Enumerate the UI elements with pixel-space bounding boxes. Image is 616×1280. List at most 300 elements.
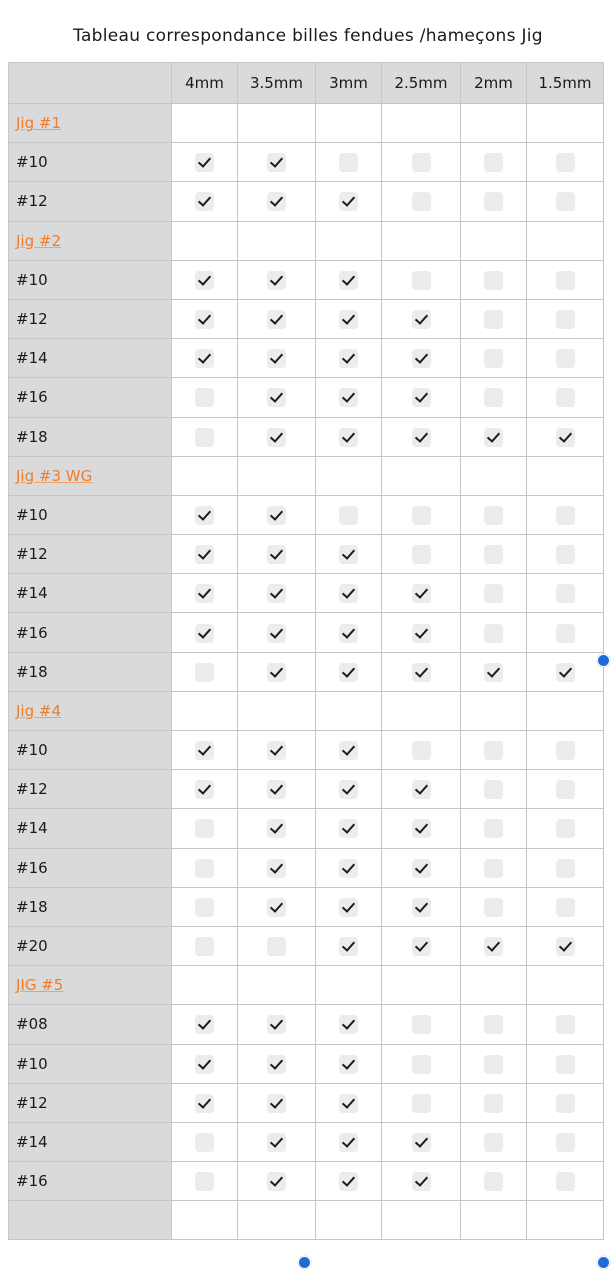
empty-cell [527, 1201, 604, 1240]
hook-size-label: #10 [9, 495, 172, 534]
empty-checkbox-icon[interactable] [556, 1015, 575, 1034]
hook-size-label: #08 [9, 1005, 172, 1044]
checkmark-icon[interactable] [339, 388, 358, 407]
empty-checkbox-icon[interactable] [484, 741, 503, 760]
checkbox-cell [382, 299, 461, 338]
checkmark-icon[interactable] [339, 1094, 358, 1113]
empty-checkbox-icon[interactable] [195, 388, 214, 407]
column-header: 3.5mm [238, 63, 316, 104]
checkmark-icon[interactable] [412, 349, 431, 368]
empty-checkbox-icon[interactable] [339, 506, 358, 525]
checkmark-icon[interactable] [195, 271, 214, 290]
checkbox-cell [527, 339, 604, 378]
checkmark-icon[interactable] [267, 545, 286, 564]
checkbox-cell [238, 1122, 316, 1161]
empty-checkbox-icon[interactable] [412, 1055, 431, 1074]
empty-checkbox-icon[interactable] [556, 1133, 575, 1152]
table-row [9, 848, 604, 887]
empty-checkbox-icon[interactable] [484, 859, 503, 878]
group-row [9, 456, 604, 495]
checkmark-icon[interactable] [339, 1133, 358, 1152]
checkmark-icon[interactable] [339, 937, 358, 956]
checkmark-icon[interactable] [412, 859, 431, 878]
empty-checkbox-icon[interactable] [195, 898, 214, 917]
checkbox-cell [461, 1044, 527, 1083]
empty-cell [461, 691, 527, 730]
checkbox-cell [461, 1083, 527, 1122]
checkmark-icon[interactable] [412, 310, 431, 329]
checkbox-cell [382, 143, 461, 182]
group-label-cell [9, 456, 172, 495]
empty-checkbox-icon[interactable] [484, 153, 503, 172]
empty-checkbox-icon[interactable] [484, 780, 503, 799]
checkmark-icon[interactable] [339, 898, 358, 917]
empty-cell [316, 1201, 382, 1240]
group-label: JIG #5 [16, 976, 64, 995]
checkmark-icon[interactable] [195, 584, 214, 603]
checkmark-icon[interactable] [412, 624, 431, 643]
column-header: 2.5mm [382, 63, 461, 104]
checkmark-icon[interactable] [195, 310, 214, 329]
checkmark-icon[interactable] [339, 624, 358, 643]
table-body [9, 104, 604, 1240]
empty-checkbox-icon[interactable] [556, 624, 575, 643]
empty-checkbox-icon[interactable] [556, 1172, 575, 1191]
hook-size-label: #12 [9, 535, 172, 574]
checkbox-cell [172, 143, 238, 182]
checkbox-cell [316, 1044, 382, 1083]
checkbox-cell [316, 1005, 382, 1044]
checkbox-cell [461, 887, 527, 926]
table-row [9, 731, 604, 770]
empty-checkbox-icon[interactable] [556, 310, 575, 329]
group-label: Jig #2 [16, 231, 61, 250]
table-row [9, 1005, 604, 1044]
checkmark-icon[interactable] [195, 192, 214, 211]
checkbox-cell [382, 770, 461, 809]
empty-checkbox-icon[interactable] [484, 1133, 503, 1152]
empty-checkbox-icon[interactable] [556, 388, 575, 407]
checkmark-icon[interactable] [267, 271, 286, 290]
checkbox-cell [527, 613, 604, 652]
empty-checkbox-icon[interactable] [412, 1094, 431, 1113]
corner-cell [9, 63, 172, 104]
column-header: 3mm [316, 63, 382, 104]
checkbox-cell [527, 926, 604, 965]
empty-checkbox-icon[interactable] [484, 898, 503, 917]
checkbox-cell [316, 143, 382, 182]
checkmark-icon[interactable] [195, 741, 214, 760]
empty-cell [382, 104, 461, 143]
table-row [9, 299, 604, 338]
checkmark-icon[interactable] [267, 1015, 286, 1034]
empty-checkbox-icon[interactable] [556, 1094, 575, 1113]
empty-checkbox-icon[interactable] [484, 271, 503, 290]
checkbox-cell [527, 1044, 604, 1083]
checkbox-cell [382, 848, 461, 887]
checkbox-cell [172, 417, 238, 456]
table-row [9, 143, 604, 182]
hook-size-label: #16 [9, 613, 172, 652]
checkmark-icon[interactable] [267, 153, 286, 172]
checkbox-cell [316, 848, 382, 887]
empty-cell [172, 1201, 238, 1240]
checkmark-icon[interactable] [339, 545, 358, 564]
checkmark-icon[interactable] [556, 937, 575, 956]
empty-checkbox-icon[interactable] [484, 388, 503, 407]
empty-cell [461, 966, 527, 1005]
checkbox-cell [382, 495, 461, 534]
group-label-cell [9, 221, 172, 260]
table-row [9, 1083, 604, 1122]
table-row [9, 378, 604, 417]
empty-checkbox-icon[interactable] [484, 310, 503, 329]
checkmark-icon[interactable] [339, 819, 358, 838]
checkbox-cell [382, 574, 461, 613]
empty-checkbox-icon[interactable] [195, 1172, 214, 1191]
checkmark-icon[interactable] [267, 859, 286, 878]
checkmark-icon[interactable] [412, 663, 431, 682]
checkmark-icon[interactable] [339, 859, 358, 878]
table-row [9, 574, 604, 613]
checkbox-cell [527, 535, 604, 574]
checkmark-icon[interactable] [267, 428, 286, 447]
empty-checkbox-icon[interactable] [484, 819, 503, 838]
checkbox-cell [172, 1005, 238, 1044]
checkmark-icon[interactable] [339, 1172, 358, 1191]
empty-checkbox-icon[interactable] [484, 545, 503, 564]
checkbox-cell [238, 809, 316, 848]
empty-checkbox-icon[interactable] [195, 1133, 214, 1152]
group-label: Jig #4 [16, 701, 61, 720]
checkbox-cell [382, 378, 461, 417]
checkmark-icon[interactable] [195, 153, 214, 172]
checkbox-cell [461, 613, 527, 652]
group-label: Jig #1 [16, 114, 61, 133]
checkbox-cell [238, 887, 316, 926]
checkmark-icon[interactable] [339, 741, 358, 760]
checkmark-icon[interactable] [267, 388, 286, 407]
empty-checkbox-icon[interactable] [484, 349, 503, 368]
checkmark-icon[interactable] [339, 310, 358, 329]
checkbox-cell [238, 260, 316, 299]
checkmark-icon[interactable] [267, 780, 286, 799]
checkbox-cell [461, 260, 527, 299]
checkmark-icon[interactable] [267, 741, 286, 760]
empty-checkbox-icon[interactable] [556, 506, 575, 525]
checkbox-cell [382, 887, 461, 926]
checkmark-icon[interactable] [267, 1055, 286, 1074]
empty-cell [382, 456, 461, 495]
checkmark-icon[interactable] [267, 584, 286, 603]
checkmark-icon[interactable] [339, 428, 358, 447]
empty-cell [527, 104, 604, 143]
empty-cell [316, 966, 382, 1005]
checkbox-cell [527, 1083, 604, 1122]
table-row [9, 260, 604, 299]
checkmark-icon[interactable] [339, 1015, 358, 1034]
empty-checkbox-icon[interactable] [339, 153, 358, 172]
empty-checkbox-icon[interactable] [556, 584, 575, 603]
checkbox-cell [527, 652, 604, 691]
checkmark-icon[interactable] [339, 192, 358, 211]
checkbox-cell [527, 809, 604, 848]
empty-checkbox-icon[interactable] [556, 741, 575, 760]
checkmark-icon[interactable] [195, 1015, 214, 1034]
empty-cell [527, 691, 604, 730]
checkmark-icon[interactable] [195, 349, 214, 368]
empty-cell [382, 691, 461, 730]
hook-size-label: #12 [9, 299, 172, 338]
checkmark-icon[interactable] [484, 937, 503, 956]
empty-checkbox-icon[interactable] [412, 545, 431, 564]
checkmark-icon[interactable] [412, 388, 431, 407]
checkmark-icon[interactable] [195, 624, 214, 643]
checkbox-cell [316, 731, 382, 770]
checkbox-cell [172, 887, 238, 926]
checkbox-cell [382, 417, 461, 456]
checkbox-cell [527, 770, 604, 809]
checkbox-cell [172, 926, 238, 965]
checkbox-cell [527, 848, 604, 887]
empty-checkbox-icon[interactable] [195, 937, 214, 956]
hook-size-label: #12 [9, 770, 172, 809]
checkmark-icon[interactable] [339, 663, 358, 682]
checkbox-cell [382, 182, 461, 221]
checkbox-cell [172, 848, 238, 887]
checkbox-cell [238, 731, 316, 770]
group-row [9, 221, 604, 260]
checkmark-icon[interactable] [267, 1094, 286, 1113]
checkbox-cell [316, 417, 382, 456]
empty-checkbox-icon[interactable] [556, 349, 575, 368]
empty-checkbox-icon[interactable] [412, 153, 431, 172]
checkmark-icon[interactable] [267, 1172, 286, 1191]
checkbox-cell [316, 1162, 382, 1201]
checkbox-cell [527, 182, 604, 221]
checkbox-cell [461, 770, 527, 809]
checkbox-cell [461, 809, 527, 848]
empty-checkbox-icon[interactable] [556, 898, 575, 917]
checkbox-cell [382, 1083, 461, 1122]
empty-checkbox-icon[interactable] [484, 192, 503, 211]
table-row [9, 535, 604, 574]
empty-checkbox-icon[interactable] [484, 1055, 503, 1074]
checkbox-cell [382, 1005, 461, 1044]
empty-checkbox-icon[interactable] [484, 1015, 503, 1034]
empty-checkbox-icon[interactable] [484, 584, 503, 603]
column-header: 2mm [461, 63, 527, 104]
group-row [9, 966, 604, 1005]
header-row [9, 63, 604, 104]
empty-cell [527, 221, 604, 260]
checkbox-cell [316, 299, 382, 338]
checkmark-icon[interactable] [267, 506, 286, 525]
table-row [9, 613, 604, 652]
table-row [9, 495, 604, 534]
checkmark-icon[interactable] [412, 819, 431, 838]
checkbox-cell [316, 339, 382, 378]
empty-checkbox-icon[interactable] [556, 780, 575, 799]
checkmark-icon[interactable] [556, 428, 575, 447]
empty-checkbox-icon[interactable] [556, 545, 575, 564]
hook-size-label: #12 [9, 182, 172, 221]
checkmark-icon[interactable] [339, 780, 358, 799]
empty-checkbox-icon[interactable] [556, 819, 575, 838]
checkbox-cell [238, 1083, 316, 1122]
checkmark-icon[interactable] [484, 663, 503, 682]
table-row [9, 1044, 604, 1083]
empty-checkbox-icon[interactable] [412, 506, 431, 525]
checkbox-cell [316, 378, 382, 417]
checkbox-cell [172, 731, 238, 770]
empty-cell [316, 691, 382, 730]
checkmark-icon[interactable] [339, 349, 358, 368]
empty-cell [527, 456, 604, 495]
checkmark-icon[interactable] [339, 584, 358, 603]
hook-size-label: #20 [9, 926, 172, 965]
checkbox-cell [238, 182, 316, 221]
checkmark-icon[interactable] [195, 545, 214, 564]
empty-checkbox-icon[interactable] [556, 859, 575, 878]
hook-size-label: #18 [9, 887, 172, 926]
checkmark-icon[interactable] [412, 937, 431, 956]
empty-cell [172, 221, 238, 260]
checkbox-cell [527, 1005, 604, 1044]
checkmark-icon[interactable] [484, 428, 503, 447]
empty-checkbox-icon[interactable] [412, 271, 431, 290]
checkbox-cell [382, 260, 461, 299]
checkbox-cell [316, 1122, 382, 1161]
hook-size-label: #16 [9, 1162, 172, 1201]
checkbox-cell [316, 574, 382, 613]
checkbox-cell [316, 613, 382, 652]
checkmark-icon[interactable] [412, 1172, 431, 1191]
selection-handle-icon[interactable] [597, 1256, 610, 1269]
checkbox-cell [172, 260, 238, 299]
checkbox-cell [527, 299, 604, 338]
checkmark-icon[interactable] [267, 624, 286, 643]
checkbox-cell [238, 574, 316, 613]
empty-checkbox-icon[interactable] [556, 192, 575, 211]
checkmark-icon[interactable] [267, 1133, 286, 1152]
checkmark-icon[interactable] [412, 428, 431, 447]
checkbox-cell [461, 143, 527, 182]
table-row [9, 652, 604, 691]
checkmark-icon[interactable] [195, 1094, 214, 1113]
checkbox-cell [461, 417, 527, 456]
checkmark-icon[interactable] [267, 663, 286, 682]
checkmark-icon[interactable] [412, 584, 431, 603]
checkbox-cell [172, 378, 238, 417]
empty-cell [238, 1201, 316, 1240]
empty-checkbox-icon[interactable] [412, 192, 431, 211]
checkbox-cell [238, 1005, 316, 1044]
checkmark-icon[interactable] [267, 898, 286, 917]
checkbox-cell [382, 926, 461, 965]
empty-cell [461, 1201, 527, 1240]
empty-checkbox-icon[interactable] [556, 153, 575, 172]
empty-checkbox-icon[interactable] [484, 1172, 503, 1191]
checkmark-icon[interactable] [412, 898, 431, 917]
checkbox-cell [461, 535, 527, 574]
checkmark-icon[interactable] [267, 819, 286, 838]
checkmark-icon[interactable] [339, 1055, 358, 1074]
checkbox-cell [461, 926, 527, 965]
empty-checkbox-icon[interactable] [412, 741, 431, 760]
checkmark-icon[interactable] [195, 1055, 214, 1074]
empty-checkbox-icon[interactable] [484, 1094, 503, 1113]
checkbox-cell [382, 1122, 461, 1161]
checkbox-cell [316, 1083, 382, 1122]
checkbox-cell [172, 182, 238, 221]
empty-cell [172, 456, 238, 495]
empty-cell [172, 966, 238, 1005]
empty-checkbox-icon[interactable] [267, 937, 286, 956]
checkbox-cell [382, 613, 461, 652]
checkbox-cell [172, 1083, 238, 1122]
checkmark-icon[interactable] [412, 780, 431, 799]
empty-checkbox-icon[interactable] [195, 428, 214, 447]
empty-checkbox-icon[interactable] [195, 819, 214, 838]
empty-checkbox-icon[interactable] [195, 859, 214, 878]
hook-size-label: #10 [9, 731, 172, 770]
checkbox-cell [172, 1162, 238, 1201]
checkbox-cell [461, 1005, 527, 1044]
checkmark-icon[interactable] [267, 310, 286, 329]
group-row [9, 104, 604, 143]
empty-cell [316, 456, 382, 495]
checkbox-cell [527, 731, 604, 770]
checkbox-cell [316, 260, 382, 299]
checkbox-cell [238, 770, 316, 809]
checkmark-icon[interactable] [556, 663, 575, 682]
table-row [9, 809, 604, 848]
empty-checkbox-icon[interactable] [195, 663, 214, 682]
empty-checkbox-icon[interactable] [484, 624, 503, 643]
checkbox-cell [172, 809, 238, 848]
checkmark-icon[interactable] [195, 780, 214, 799]
empty-checkbox-icon[interactable] [556, 1055, 575, 1074]
checkbox-cell [238, 495, 316, 534]
checkbox-cell [238, 339, 316, 378]
empty-cell [238, 691, 316, 730]
empty-cell [238, 104, 316, 143]
selection-handle-icon[interactable] [597, 654, 610, 667]
empty-row-head [9, 1201, 172, 1240]
empty-checkbox-icon[interactable] [412, 1015, 431, 1034]
empty-checkbox-icon[interactable] [556, 271, 575, 290]
checkbox-cell [316, 535, 382, 574]
checkbox-cell [527, 143, 604, 182]
hook-size-label: #12 [9, 1083, 172, 1122]
checkmark-icon[interactable] [339, 271, 358, 290]
table-row [9, 887, 604, 926]
checkbox-cell [527, 378, 604, 417]
empty-checkbox-icon[interactable] [484, 506, 503, 525]
checkmark-icon[interactable] [267, 192, 286, 211]
checkmark-icon[interactable] [412, 1133, 431, 1152]
table-row [9, 417, 604, 456]
checkbox-cell [238, 535, 316, 574]
hook-size-label: #14 [9, 809, 172, 848]
checkmark-icon[interactable] [195, 506, 214, 525]
hook-size-label: #16 [9, 378, 172, 417]
selection-handle-icon[interactable] [298, 1256, 311, 1269]
checkmark-icon[interactable] [267, 349, 286, 368]
checkbox-cell [172, 1122, 238, 1161]
table-row [9, 1162, 604, 1201]
